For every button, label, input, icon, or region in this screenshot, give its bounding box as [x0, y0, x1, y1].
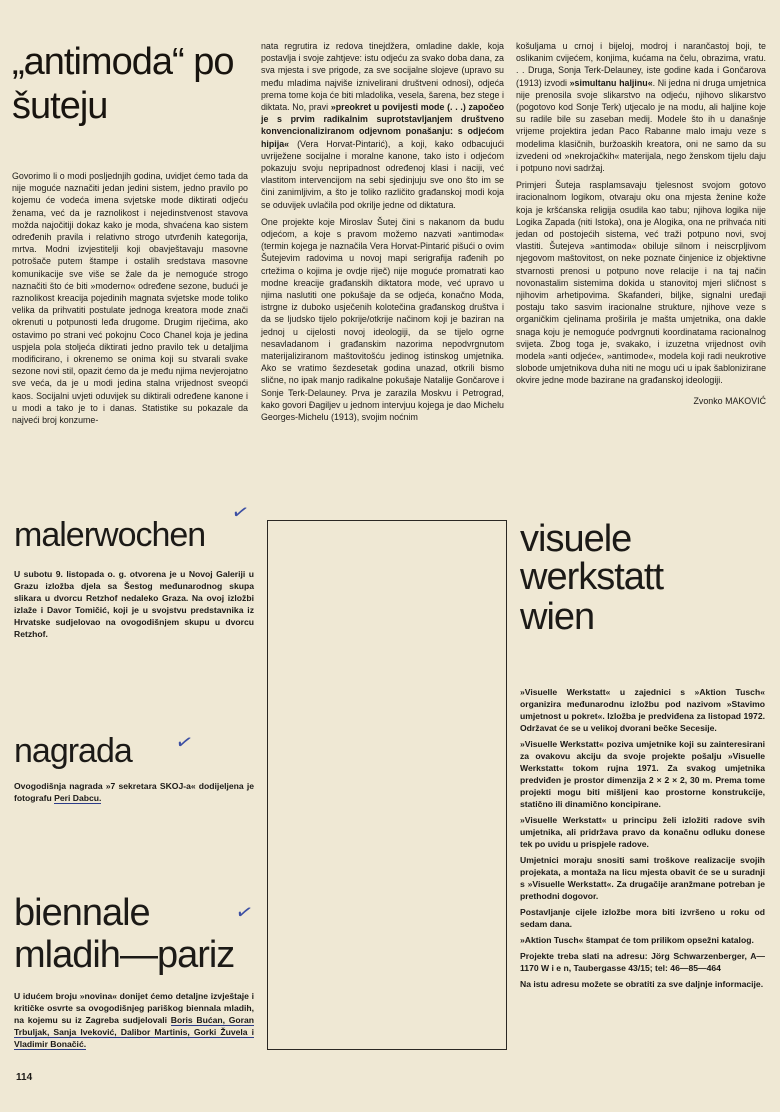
visuele-title-line-2: werkstatt — [520, 556, 664, 598]
photographer-name: Peri Dabcu. — [54, 793, 102, 803]
participant-names: Boris Bućan, Goran Trbuljak, Sanja Iveković, Dalibor Martinis, Gorki Žuvela i Vladimir Bonačić. — [14, 1015, 255, 1049]
nagrada-text: Ovogodišnja nagrada »7 sekretara SKOJ-a« dodijeljena je fotografu Peri Dabcu. — [14, 781, 254, 803]
article-column-2 — [261, 40, 504, 428]
malerwochen-text: U subotu 9. listopada o. g. otvorena je u Novoj Galeriji u Grazu izložba djela sa Šestog međunarodnog skupa slikara u dvorcu Retzhof nedaleko Graza. Na ovoj izložbi izlaže i Davor Tomičić, koji je u svojstvu predstavnika iz Hrvatske sudjelovao na ovogodišnjem skupu u dvorcu Retzhof. — [14, 569, 254, 639]
visuele-paragraph: »Aktion Tusch« štampat će tom prilikom opsežni katalog. — [520, 935, 754, 945]
article-paragraph: nata regrutira iz redova tinejdžera, omladine dakle, koja postavlja i svoje zahtjeve: istu odjeću za svako doba dana, za sva mjesta i sve prigode, za sve socijalne slojeve (upravo su među mladima najviše iznivelirani društveni odnosi), odjeća prema tome koja će biti mladolika, vesela, šarena, bez stege i diktata. No, pravi »preokret u povijesti mode (. . .) započeo je s prvim radikalnim suprotstavljanjem društveno konvencionaliziranom odjevnom ponašanju: s odjećom hipija« (Vera Horvat-Pintarić), a koji, kako odbacujući uvriježene socijalne i moralne kanone, tako isto i odjećom pokazuju svoju nepripadnost određenoj klasi i naciji, već vlastitom intervencijom na sebi sjedinjuju sve ono što im se čini zanimljivim, a što je toliko različito građanskoj modi koja se oduvijek uvlačila pod okrilje jedne od diktatura. — [261, 41, 505, 210]
visuele-paragraph: Postavljanje cijele izložbe mora biti izvršeno u roku od sedam dana. — [520, 907, 765, 929]
visuele-paragraph: Na istu adresu možete se obratiti za sve daljnje informacije. — [520, 979, 764, 989]
article-paragraph: One projekte koje Miroslav Šutej čini s nakanom da budu odjećom, a koje s pravom možemo nazvati »antimoda« (termin kojega je naznačila Vera Horvat-Pintarić pišući o ovim Šutejevim radovima u novoj mapi serigrafija rađenih po crtežima o kojima je ovdje riječ) nije moguće promatrati kao modne kreacije građanskih diktatora mode, već upravo u njima naslutiti one pokušaje da se odjeća, konačno Moda, istrgne iz duboko usječenih kolotečina građanskog društva i da se ljudsko tijelo pokrije/otkrije načinom koji je baziran na jednoj u cijelosti novoj ideologiji, da se tijelo ogrne nesavladanom i građanskim nazorima nepodvrgnutom materijaliziranom maštovitošću jedinog istinskog umjetnika. Ako se vratimo šezdesetak godina unazad, otkrili bismo slične, no ipak manjo radikalne pokušaje Natalije Gončarove i Sonje Terk-Delauney. Prva je zarazila Moskvu i Petrograd, kako govori Đagiljev u jednom intervjuu kojega je dao Michelu Georges-Michelu (1913), svojim noćnim — [261, 216, 504, 423]
visuele-paragraph: »Visuelle Werkstatt« poziva umjetnike koji su zainteresirani za ovakovu akciju da svoje projekte pošalju »Visuelle Werkstatt« tokom rujna 1971. Za svakog umjetnika predviđen je prostor dimenzija 2 × 2 × 2, 30 m. Prema tome projekti mogu biti mišljeni kao prostorne konstrukcije, statično ili dinamično koncipirane. — [520, 739, 765, 809]
article-headline: „antimoda“ po šuteju — [12, 41, 234, 127]
visuele-title-line-3: wien — [520, 596, 595, 638]
biennale-title-line-2: mladih—pariz — [14, 934, 235, 976]
biennale-text: U idućem broju »novina« donijet ćemo detaljne izvještaje i kritičke osvrte sa ovogodišnjeg pariškog biennala mladih, na kojemu su iz Zagreba sudjelovali Boris Bućan, Goran Trbuljak, Sanja Iveković, Dalibor Martinis, Gorki Žuvela i Vladimir Bonačić. — [14, 991, 255, 1049]
visuele-text — [520, 686, 765, 994]
article-column-3 — [516, 40, 766, 412]
visuele-paragraph: Projekte treba slati na adresu: Jörg Schwarzenberger, A—1170 W i e n, Taubergasse 43/15; tel: 46—85—464 — [520, 951, 765, 973]
visuele-title-line-1: visuele — [520, 518, 632, 560]
image-frame — [267, 520, 507, 1050]
article-paragraph: Primjeri Šuteja rasplamsavaju tjelesnost svojom gotovo iracionalnom logikom, otvaraju oku ona mjesta ženine kože koja je kršćanska religija osudila kao tabu; njihova logika nije Logika Zapada (niti Istoka), ona je Alogika, ona ne prihvaća niti jedan od postojećih sistema, već traži potpuno novi, svoj vlastiti. Šutejeva »antimoda« obiluje silnom i neiscrpljivom njegovom maštovitost, on neke poznate činjenice iz objektivne stvarnosti prenosi u potpuno nove relacije i na taj način novonastalim sistemima dokida u stanovitoj mjeri sličnost s njihovim arhetipovima. Skafanderi, biljke, signalni uređaji postaju tako sasvim iracionalne strukture, njihove veze s organičkim cjelinama proširila je mašta umjetnika, ona dakle snaga koju je nemoguće podvrgnuti koordinatama racionalnog svijeta. Zbog toga je, svakako, i izuzetna vrijednost ovih modela »anti odjeće«, »antimode«, modela koji radi neukrotive slobode umjetnikova duha niti ne mogu ući u ipak šablonizirane okvire jedne mode bazirane na građanskoj ideologiji. — [516, 180, 766, 386]
check-mark-icon: ✓ — [173, 730, 196, 756]
quote-highlight: »preokret u povijesti mode (. . .) započeo je s prvim radikalnim suprotstavljanjem društveno konvencionaliziranom odjevnom ponašanju: s odjećom hipija« — [261, 102, 505, 149]
check-mark-icon: ✓ — [233, 900, 256, 926]
visuele-paragraph: »Visuelle Werkstatt« u zajednici s »Aktion Tusch« organizira međunarodnu izložbu pod nazivom »Stavimo umjetnost u pokret«. Izložba je predviđena za listopad 1972. Održavat će se u velikoj dvorani bečke Secesije. — [520, 687, 765, 733]
article-paragraph: košuljama u crnoj i bijeloj, modroj i narančastoj boji, te oslikanim cvijećem, konjima, kućama na čelu, obrazima, vratu. . . Druga, Sonja Terk-Delauney, iste godine kada i Gončarova (1913) izvodi »simultanu haljinu«. Ni jedna ni druga umjetnica nije prenosila svoje slikarstvo na odjeću, njihovo slikarstvo (pogotovo kod Sonje Terk) utjecalo je na modu, ali haljine koje su radile bile su zaseban medij. Modele što ih u današnje vrijeme projektira jedan Paco Rabanne malo imaju veze s modelima klasičnih, buržoaskih kreatora, oni ne samo da su izvedeni od »nekrojačkih« materijala, nego ženskom tijelu daju i potpuno novi sadržaj. — [516, 41, 766, 174]
page-number: 114 — [16, 1072, 33, 1083]
term-highlight: »simultanu haljinu« — [569, 77, 653, 88]
nagrada-title: nagrada — [14, 732, 132, 770]
check-mark-icon: ✓ — [229, 500, 252, 526]
article-author: Zvonko MAKOVIĆ — [693, 395, 766, 406]
visuele-paragraph: »Visuelle Werkstatt« u principu želi izložiti radove svih umjetnika, ali pridržava pravo da konačnu odluku donese tek po uvidu u prispjele radove. — [520, 815, 765, 849]
article-column-1 — [12, 170, 248, 431]
malerwochen-title: malerwochen — [14, 516, 206, 554]
visuele-paragraph: Umjetnici moraju snositi sami troškove realizacije svojih projekata, a montaža na licu mjesta obavit će se u suradnji s »Visuelle Werkstatt«. Za drugačije aranžmane potreban je prethodni dogovor. — [520, 855, 765, 901]
biennale-title-line-1: biennale — [14, 892, 150, 934]
article-paragraph: Govorimo li o modi posljednjih godina, uvidjet ćemo tada da nije moguće naznačiti jedan jedini sistem, jedno pravilo po kojemu će vodeća imena svjetske mode diktirati odjeću ženama, već da je raznolikost i nejedinstvenost stavova možda najočitiji dokaz kako je moda, shvaćena kao sistem određenih pravila i relativno strogo utvrđenih kategorija, mrtva. Modni izvjestitelji koji obavještavaju masovne potrošače putem štampe i ostalih sredstava masovne komunikacije sve više se žale da je nemoguće strogo naznačiti što će biti »moderno« određene sezone, budući je raznolikost kreacija pojedinih magnata svjetske mode toliko velika da prihvatiti postulate jednoga kreatora mode znači okrenuti u potpunosti leđa drugome. Drugim riječima, ako ostavimo po strani već pokojnu Coco Chanel koja je jedina uspjela pola stoljeća diktirati jedno pravilo tek u detaljima modificirano, i okrenemo se onima koji su stvarali svake sezone novi stil, opazit ćemo da je među njima nevjerojatno sve veća, da je u modi jedina stalna vrijednost sveopći kaos. Socijalni uvjeti oduvijek su diktirali određene kanone i u modi a tako je to i danas. Statistike su pokazale da najveći broj konzume- — [12, 171, 248, 426]
